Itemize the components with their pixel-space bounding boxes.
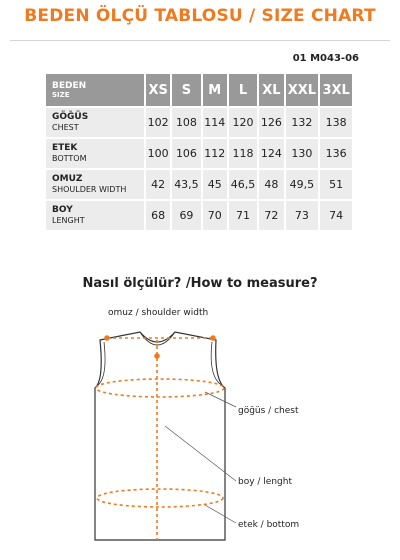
table-row-shoulder [46,170,352,199]
table-cell: 102 [146,108,170,137]
table-row-chest [46,108,352,137]
shoulder-dot-left [104,335,110,341]
chest-label: göğüs / chest [238,406,299,416]
row-label-main: GÖĞÜS [52,112,89,122]
length-label: boy / lenght [238,477,292,487]
table-cell: 120 [229,108,257,137]
table-cell: 106 [172,139,200,168]
table-row-bottom [46,139,352,168]
size-header-m: M [203,74,227,106]
row-label-sub: CHEST [52,123,79,132]
row-label-shoulder [46,170,144,199]
shoulder-label: omuz / shoulder width [108,308,209,318]
size-header-s: S [172,74,200,106]
product-code: 01 M043-06 [292,53,359,64]
table-cell: 112 [203,139,227,168]
table-cell: 126 [259,108,283,137]
table-cell: 71 [229,201,257,230]
row-label-main: BOY [52,205,73,215]
header-corner-cell [46,74,144,106]
vest-outline [95,332,225,540]
table-header-row [46,74,352,106]
table-cell: 138 [320,108,352,137]
table-cell: 68 [146,201,170,230]
size-header-l: L [229,74,257,106]
measure-title: Nasıl ölçülür? /How to measure? [82,276,318,291]
size-chart-table [44,72,354,232]
table-cell: 46,5 [229,170,257,199]
table-cell: 136 [320,139,352,168]
table-cell: 43,5 [172,170,200,199]
table-cell: 70 [203,201,227,230]
table-cell: 74 [320,201,352,230]
table-cell: 45 [203,170,227,199]
length-dot-top [154,353,160,359]
row-label-main: ETEK [52,143,78,153]
size-header-xs: XS [146,74,170,106]
table-cell: 132 [286,108,319,137]
table-cell: 108 [172,108,200,137]
table-cell: 42 [146,170,170,199]
table-cell: 49,5 [286,170,319,199]
shoulder-dot-right [210,335,216,341]
size-header-xxl: XXL [286,74,319,106]
row-label-chest [46,108,144,137]
row-label-sub: BOTTOM [52,154,87,163]
table-cell: 118 [229,139,257,168]
table-cell: 48 [259,170,283,199]
size-header-xl: XL [259,74,283,106]
bottom-label: etek / bottom [238,520,300,530]
page-title: BEDEN ÖLÇÜ TABLOSU / SIZE CHART [24,6,376,26]
header-corner-main: BEDEN [52,80,87,91]
table-cell: 69 [172,201,200,230]
table-cell: 114 [203,108,227,137]
table-cell: 124 [259,139,283,168]
table-cell: 72 [259,201,283,230]
table-cell: 51 [320,170,352,199]
header-corner-sub: SIZE [52,90,70,99]
table-cell: 130 [286,139,319,168]
size-header-3xl: 3XL [320,74,352,106]
vest-measure-diagram [0,300,400,560]
row-label-sub: LENGHT [52,216,85,225]
row-label-bottom [46,139,144,168]
row-label-sub: SHOULDER WIDTH [52,185,127,194]
table-cell: 100 [146,139,170,168]
row-label-length [46,201,144,230]
title-divider [10,40,390,41]
table-cell: 73 [286,201,319,230]
row-label-main: OMUZ [52,174,83,184]
table-row-length [46,201,352,230]
